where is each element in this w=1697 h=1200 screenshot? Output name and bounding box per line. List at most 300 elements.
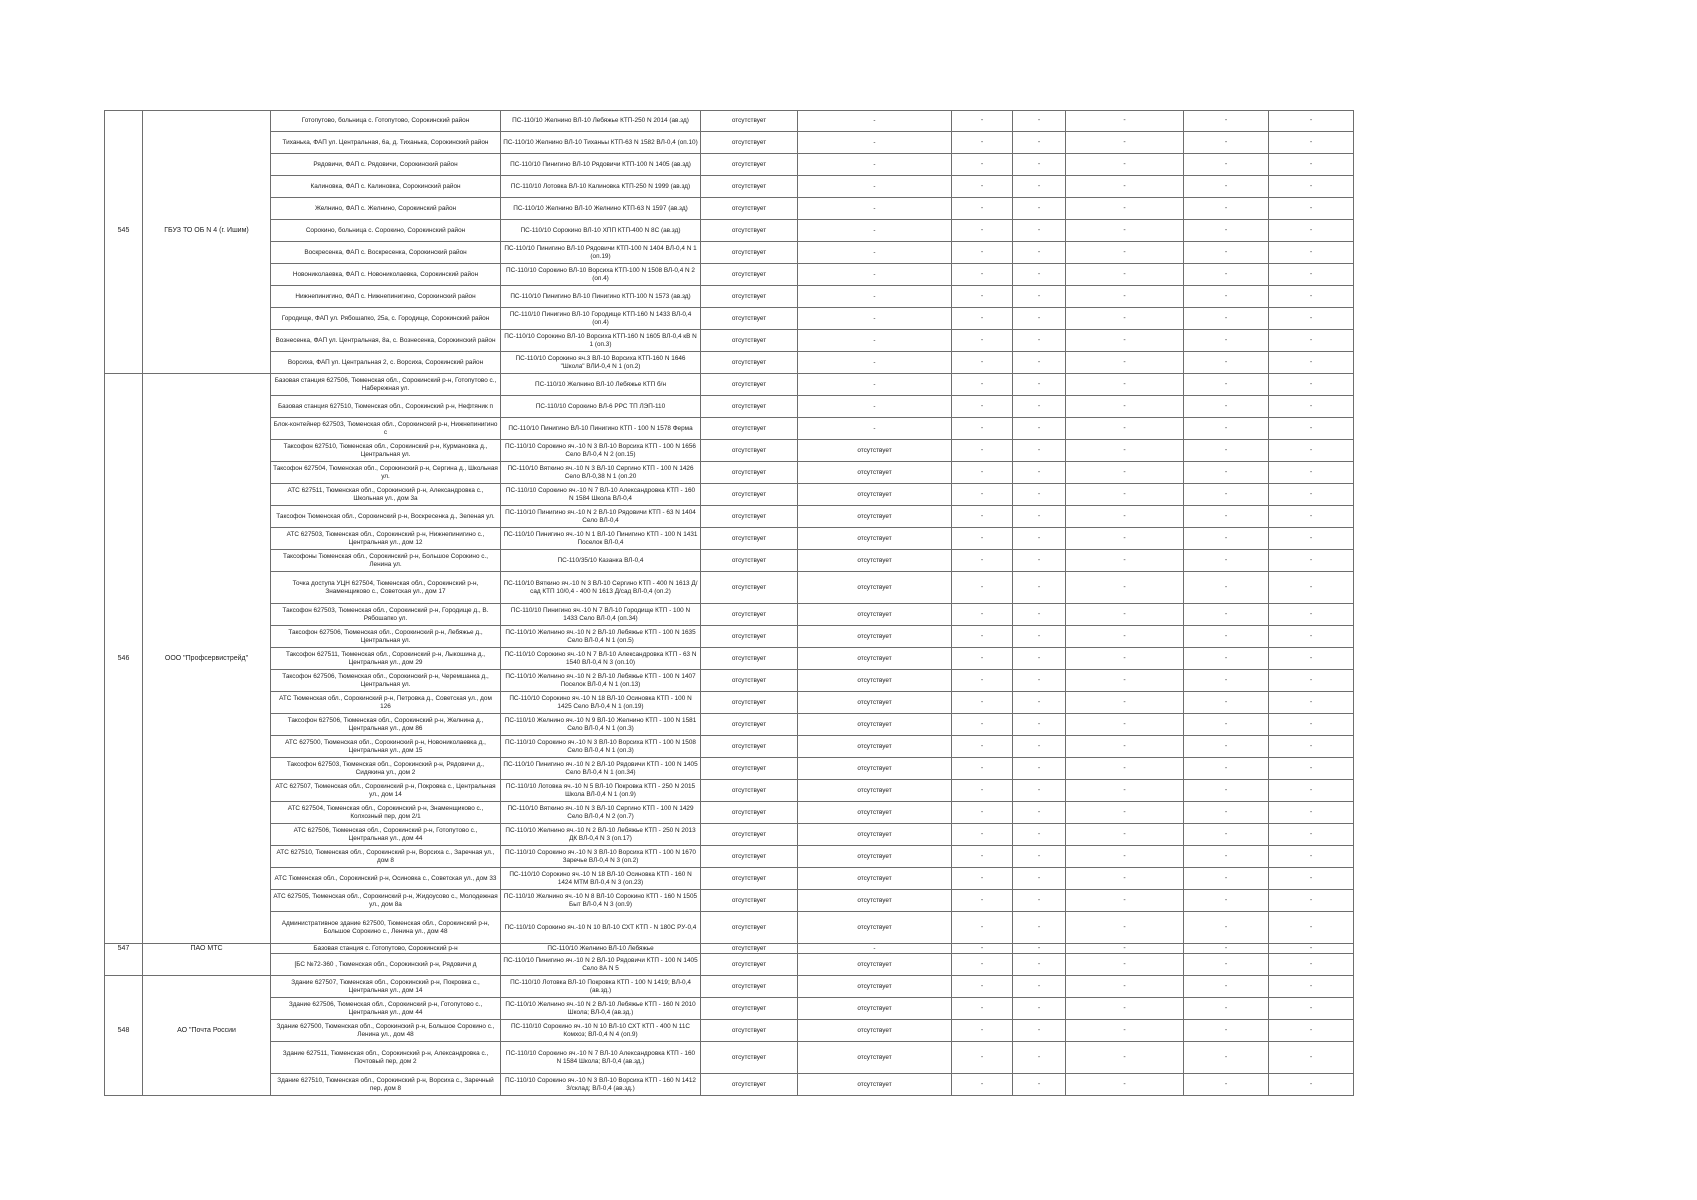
power-line: ПС-110/10 Сорокино яч.-10 N 7 ВЛ-10 Александровка КТП - 63 N 1540 ВЛ-0,4 N 3 (оп.10) bbox=[501, 648, 701, 670]
table-row bbox=[105, 604, 1354, 626]
empty-value-cell: - bbox=[1184, 352, 1269, 374]
group-number bbox=[105, 111, 143, 132]
status-cell: отсутствует bbox=[701, 352, 798, 374]
organization-name bbox=[143, 528, 271, 550]
status-cell-2: отсутствует bbox=[798, 506, 952, 528]
power-line: ПС-110/10 Пинигино ВЛ-10 Рядовичи КТП-100 N 1405 (ав.зд) bbox=[501, 154, 701, 176]
status-cell: отсутствует bbox=[701, 242, 798, 264]
object-address: Таксофон Тюменская обл., Сорокинский р-н, Воскресенка д., Зеленая ул. bbox=[271, 506, 501, 528]
power-line: ПС-110/10 Лотовка ВЛ-10 Калиновка КТП-250 N 1999 (ав.зд) bbox=[501, 176, 701, 198]
empty-value-cell: - bbox=[1269, 242, 1354, 264]
table-row bbox=[105, 802, 1354, 824]
power-line: ПС-110/10 Сорокино яч.3 ВЛ-10 Ворсиха КТП-160 N 1646 "Школа" ВЛИ-0,4 N 1 (оп.2) bbox=[501, 352, 701, 374]
object-address: АТС 627506, Тюменская обл., Сорокинский р-н, Готопутово с., Центральная ул., дом 44 bbox=[271, 824, 501, 846]
organization-name bbox=[143, 396, 271, 418]
empty-value-cell: - bbox=[1066, 418, 1184, 440]
object-address: АТС 627500, Тюменская обл., Сорокинский р-н, Новониколаевка д., Центральная ул., дом 15 bbox=[271, 736, 501, 758]
status-cell: отсутствует bbox=[701, 111, 798, 132]
empty-value-cell: - bbox=[1013, 220, 1066, 242]
table-row bbox=[105, 780, 1354, 802]
empty-value-cell: - bbox=[1184, 572, 1269, 604]
empty-value-cell: - bbox=[1013, 308, 1066, 330]
empty-value-cell: - bbox=[952, 198, 1013, 220]
empty-value-cell: - bbox=[952, 736, 1013, 758]
power-line: ПС-110/10 Желнино яч.-10 N 9 ВЛ-10 Желнино КТП - 100 N 1581 Село ВЛ-0,4 N 1 (оп.3) bbox=[501, 714, 701, 736]
empty-value-cell: - bbox=[1269, 198, 1354, 220]
empty-value-cell: - bbox=[952, 780, 1013, 802]
empty-value-cell: - bbox=[1066, 604, 1184, 626]
empty-value-cell: - bbox=[1013, 912, 1066, 944]
status-cell: отсутствует bbox=[701, 550, 798, 572]
group-number bbox=[105, 692, 143, 714]
empty-value-cell: - bbox=[1269, 308, 1354, 330]
status-cell: отсутствует bbox=[701, 484, 798, 506]
object-address: Таксофон 627511, Тюменская обл., Сорокинский р-н, Лыкошина д., Центральная ул., дом 29 bbox=[271, 648, 501, 670]
power-line: ПС-110/10 Пинигино ВЛ-10 Пинигино КТП-100 N 1573 (ав.зд) bbox=[501, 286, 701, 308]
table-row bbox=[105, 846, 1354, 868]
status-cell: отсутствует bbox=[701, 198, 798, 220]
empty-value-cell: - bbox=[1066, 462, 1184, 484]
power-line: ПС-110/10 Сорокино яч.-10 N 10 ВЛ-10 СХТ КТП - N 180С РУ-0,4 bbox=[501, 912, 701, 944]
organization-name bbox=[143, 954, 271, 976]
empty-value-cell: - bbox=[1066, 528, 1184, 550]
empty-value-cell: - bbox=[1269, 440, 1354, 462]
table-row bbox=[105, 286, 1354, 308]
empty-value-cell: - bbox=[1013, 758, 1066, 780]
empty-value-cell: - bbox=[1013, 648, 1066, 670]
power-line: ПС-110/10 Желнино ВЛ-10 Желнино КТП-63 N 1597 (ав.зд) bbox=[501, 198, 701, 220]
empty-value-cell: - bbox=[952, 506, 1013, 528]
empty-value-cell: - bbox=[1269, 912, 1354, 944]
empty-value-cell: - bbox=[1013, 824, 1066, 846]
empty-value-cell: - bbox=[1269, 802, 1354, 824]
empty-value-cell: - bbox=[1184, 890, 1269, 912]
organization-name bbox=[143, 976, 271, 998]
object-address: Таксофон 627506, Тюменская обл., Сорокинский р-н, Лебяжье д., Центральная ул. bbox=[271, 626, 501, 648]
object-address: Новониколаевка, ФАП с. Новониколаевка, Сорокинский район bbox=[271, 264, 501, 286]
group-number bbox=[105, 506, 143, 528]
empty-value-cell: - bbox=[1013, 111, 1066, 132]
status-cell-2: отсутствует bbox=[798, 780, 952, 802]
power-line: ПС-110/10 Сорокино яч.-10 N 18 ВЛ-10 Осиновка КТП - 100 N 1425 Село ВЛ-0,4 N 1 (оп.19) bbox=[501, 692, 701, 714]
status-cell-2: отсутствует bbox=[798, 670, 952, 692]
object-address: Базовая станция 627510, Тюменская обл., Сорокинский р-н, Нефтяник п bbox=[271, 396, 501, 418]
empty-value-cell: - bbox=[1184, 1042, 1269, 1074]
empty-value-cell: - bbox=[1184, 714, 1269, 736]
status-cell: отсутствует bbox=[701, 286, 798, 308]
status-cell-2: отсутствует bbox=[798, 626, 952, 648]
status-cell-2: - bbox=[798, 352, 952, 374]
empty-value-cell: - bbox=[1066, 714, 1184, 736]
group-number: 548 bbox=[105, 1020, 143, 1042]
status-cell: отсутствует bbox=[701, 176, 798, 198]
empty-value-cell: - bbox=[1184, 242, 1269, 264]
empty-value-cell: - bbox=[1013, 484, 1066, 506]
object-address: Рядовичи, ФАП с. Рядовичи, Сорокинский район bbox=[271, 154, 501, 176]
group-number bbox=[105, 484, 143, 506]
empty-value-cell: - bbox=[952, 528, 1013, 550]
object-address: Административное здание 627500, Тюменская обл., Сорокинский р-н, Большое Сорокино с., Ленина ул., дом 48 bbox=[271, 912, 501, 944]
organization-name bbox=[143, 198, 271, 220]
status-cell: отсутствует bbox=[701, 1042, 798, 1074]
power-line: ПС-110/10 Сорокино ВЛ-10 Ворсиха КТП-160 N 1605 ВЛ-0,4 кВ N 1 (оп.3) bbox=[501, 330, 701, 352]
status-cell: отсутствует bbox=[701, 976, 798, 998]
empty-value-cell: - bbox=[1013, 154, 1066, 176]
status-cell-2: - bbox=[798, 242, 952, 264]
table-row bbox=[105, 198, 1354, 220]
empty-value-cell: - bbox=[1184, 396, 1269, 418]
empty-value-cell: - bbox=[1269, 692, 1354, 714]
status-cell-2: отсутствует bbox=[798, 648, 952, 670]
empty-value-cell: - bbox=[952, 242, 1013, 264]
organization-name bbox=[143, 912, 271, 944]
empty-value-cell: - bbox=[952, 912, 1013, 944]
empty-value-cell: - bbox=[1066, 176, 1184, 198]
empty-value-cell: - bbox=[952, 220, 1013, 242]
power-line: ПС-110/10 Вяткино яч.-10 N 3 ВЛ-10 Сергино КТП - 400 N 1613 Д/сад КТП 10/0,4 - 400 N 1613 Д/сад ВЛ-0,4 (оп.2) bbox=[501, 572, 701, 604]
table-row bbox=[105, 352, 1354, 374]
empty-value-cell: - bbox=[952, 824, 1013, 846]
empty-value-cell: - bbox=[1184, 1020, 1269, 1042]
object-address: Здание 627507, Тюменская обл., Сорокинский р-н, Покровка с., Центральная ул., дом 14 bbox=[271, 976, 501, 998]
empty-value-cell: - bbox=[1013, 286, 1066, 308]
table-row bbox=[105, 242, 1354, 264]
empty-value-cell: - bbox=[952, 670, 1013, 692]
empty-value-cell: - bbox=[1013, 462, 1066, 484]
empty-value-cell: - bbox=[1184, 998, 1269, 1020]
group-number bbox=[105, 242, 143, 264]
empty-value-cell: - bbox=[1066, 308, 1184, 330]
empty-value-cell: - bbox=[1013, 890, 1066, 912]
power-line: ПС-110/10 Пинигино яч.-10 N 2 ВЛ-10 Рядовичи КТП - 63 N 1404 Село ВЛ-0,4 bbox=[501, 506, 701, 528]
organization-name bbox=[143, 286, 271, 308]
organization-name bbox=[143, 1042, 271, 1074]
table-row bbox=[105, 1074, 1354, 1096]
empty-value-cell: - bbox=[952, 944, 1013, 954]
status-cell-2: отсутствует bbox=[798, 802, 952, 824]
table-row bbox=[105, 418, 1354, 440]
status-cell: отсутствует bbox=[701, 572, 798, 604]
group-number bbox=[105, 714, 143, 736]
empty-value-cell: - bbox=[1269, 506, 1354, 528]
table-row bbox=[105, 462, 1354, 484]
group-number bbox=[105, 626, 143, 648]
empty-value-cell: - bbox=[1269, 976, 1354, 998]
empty-value-cell: - bbox=[952, 132, 1013, 154]
empty-value-cell: - bbox=[1184, 440, 1269, 462]
status-cell-2: - bbox=[798, 286, 952, 308]
group-number bbox=[105, 846, 143, 868]
group-number bbox=[105, 176, 143, 198]
table-row bbox=[105, 264, 1354, 286]
status-cell: отсутствует bbox=[701, 154, 798, 176]
object-address: АТС 627503, Тюменская обл., Сорокинский р-н, Нижнепинигино с., Центральная ул., дом 12 bbox=[271, 528, 501, 550]
status-cell-2: - bbox=[798, 111, 952, 132]
status-cell-2: отсутствует bbox=[798, 868, 952, 890]
group-number bbox=[105, 418, 143, 440]
empty-value-cell: - bbox=[1184, 758, 1269, 780]
object-address: АТС Тюменская обл., Сорокинский р-н, Осиновка с., Советская ул., дом 33 bbox=[271, 868, 501, 890]
organization-name bbox=[143, 604, 271, 626]
organization-name bbox=[143, 758, 271, 780]
status-cell: отсутствует bbox=[701, 220, 798, 242]
table-row bbox=[105, 396, 1354, 418]
power-line: ПС-110/10 Желнино яч.-10 N 8 ВЛ-10 Сорокино КТП - 160 N 1505 Быт ВЛ-0,4 N 3 (оп.9) bbox=[501, 890, 701, 912]
table-row bbox=[105, 758, 1354, 780]
organization-name bbox=[143, 154, 271, 176]
power-line: ПС-110/10 Сорокино ВЛ-10 ХПП КТП-400 N 8С (ав.зд) bbox=[501, 220, 701, 242]
object-address: [БС №72-360 , Тюменская обл., Сорокинский р-н, Рядовичи д bbox=[271, 954, 501, 976]
power-line: ПС-110/35/10 Казанка ВЛ-0,4 bbox=[501, 550, 701, 572]
empty-value-cell: - bbox=[952, 111, 1013, 132]
power-line: ПС-110/10 Желнино ВЛ-10 Лебяжье КТП б/н bbox=[501, 374, 701, 396]
empty-value-cell: - bbox=[1013, 374, 1066, 396]
empty-value-cell: - bbox=[1184, 286, 1269, 308]
empty-value-cell: - bbox=[1013, 132, 1066, 154]
empty-value-cell: - bbox=[1013, 954, 1066, 976]
status-cell: отсутствует bbox=[701, 506, 798, 528]
empty-value-cell: - bbox=[1269, 758, 1354, 780]
empty-value-cell: - bbox=[1269, 264, 1354, 286]
power-line: ПС-110/10 Сорокино яч.-10 N 7 ВЛ-10 Александровка КТП - 160 N 1584 Школа ВЛ-0,4 bbox=[501, 484, 701, 506]
group-number bbox=[105, 264, 143, 286]
object-address: Сорокино, больница с. Сорокино, Сорокинский район bbox=[271, 220, 501, 242]
status-cell-2: - bbox=[798, 944, 952, 954]
empty-value-cell: - bbox=[1269, 132, 1354, 154]
empty-value-cell: - bbox=[1013, 626, 1066, 648]
empty-value-cell: - bbox=[1184, 264, 1269, 286]
status-cell: отсутствует bbox=[701, 868, 798, 890]
power-line: ПС-110/10 Сорокино яч.-10 N 3 ВЛ-10 Ворсиха КТП - 100 N 1656 Село ВЛ-0,4 N 2 (оп.15) bbox=[501, 440, 701, 462]
empty-value-cell: - bbox=[1013, 176, 1066, 198]
group-number bbox=[105, 352, 143, 374]
empty-value-cell: - bbox=[1066, 330, 1184, 352]
organization-name bbox=[143, 550, 271, 572]
organization-name bbox=[143, 890, 271, 912]
object-address: Таксофон 627504, Тюменская обл., Сорокинский р-н, Сергина д., Школьная ул. bbox=[271, 462, 501, 484]
table-row bbox=[105, 626, 1354, 648]
empty-value-cell: - bbox=[1013, 692, 1066, 714]
group-number: 545 bbox=[105, 220, 143, 242]
empty-value-cell: - bbox=[1066, 220, 1184, 242]
object-address: АТС 627505, Тюменская обл., Сорокинский р-н, Жидоусово с., Молодежная ул., дом 8а bbox=[271, 890, 501, 912]
empty-value-cell: - bbox=[1066, 1020, 1184, 1042]
empty-value-cell: - bbox=[952, 396, 1013, 418]
empty-value-cell: - bbox=[1269, 736, 1354, 758]
organization-name bbox=[143, 802, 271, 824]
empty-value-cell: - bbox=[1013, 242, 1066, 264]
empty-value-cell: - bbox=[1013, 736, 1066, 758]
status-cell: отсутствует bbox=[701, 604, 798, 626]
empty-value-cell: - bbox=[1013, 1074, 1066, 1096]
organization-name bbox=[143, 692, 271, 714]
empty-value-cell: - bbox=[1184, 1074, 1269, 1096]
empty-value-cell: - bbox=[1184, 626, 1269, 648]
empty-value-cell: - bbox=[952, 418, 1013, 440]
object-address: Здание 627500, Тюменская обл., Сорокинский р-н, Большое Сорокино с., Ленина ул., дом 48 bbox=[271, 1020, 501, 1042]
empty-value-cell: - bbox=[1066, 572, 1184, 604]
empty-value-cell: - bbox=[1066, 506, 1184, 528]
organization-name bbox=[143, 506, 271, 528]
table-row bbox=[105, 998, 1354, 1020]
empty-value-cell: - bbox=[952, 1074, 1013, 1096]
empty-value-cell: - bbox=[1066, 374, 1184, 396]
organization-name bbox=[143, 1074, 271, 1096]
empty-value-cell: - bbox=[952, 440, 1013, 462]
power-line: ПС-110/10 Желнино яч.-10 N 2 ВЛ-10 Лебяжье КТП - 160 N 2010 Школа; ВЛ-0,4 (ав.зд.) bbox=[501, 998, 701, 1020]
table-row bbox=[105, 506, 1354, 528]
empty-value-cell: - bbox=[1013, 330, 1066, 352]
empty-value-cell: - bbox=[952, 714, 1013, 736]
status-cell: отсутствует bbox=[701, 912, 798, 944]
empty-value-cell: - bbox=[1013, 944, 1066, 954]
table-row bbox=[105, 528, 1354, 550]
empty-value-cell: - bbox=[952, 176, 1013, 198]
empty-value-cell: - bbox=[1184, 648, 1269, 670]
empty-value-cell: - bbox=[952, 154, 1013, 176]
empty-value-cell: - bbox=[1269, 670, 1354, 692]
empty-value-cell: - bbox=[1184, 330, 1269, 352]
status-cell-2: отсутствует bbox=[798, 484, 952, 506]
empty-value-cell: - bbox=[1184, 692, 1269, 714]
object-address: АТС 627510, Тюменская обл., Сорокинский р-н, Ворсиха с., Заречная ул., дом 8 bbox=[271, 846, 501, 868]
empty-value-cell: - bbox=[1269, 944, 1354, 954]
empty-value-cell: - bbox=[1184, 868, 1269, 890]
status-cell: отсутствует bbox=[701, 132, 798, 154]
status-cell-2: - bbox=[798, 396, 952, 418]
empty-value-cell: - bbox=[952, 626, 1013, 648]
power-line: ПС-110/10 Желнино ВЛ-10 Лебяжье bbox=[501, 944, 701, 954]
empty-value-cell: - bbox=[952, 758, 1013, 780]
empty-value-cell: - bbox=[1269, 176, 1354, 198]
group-number bbox=[105, 758, 143, 780]
organization-name bbox=[143, 308, 271, 330]
empty-value-cell: - bbox=[1013, 550, 1066, 572]
status-cell-2: - bbox=[798, 330, 952, 352]
organization-name: ГБУЗ ТО ОБ N 4 (г. Ишим) bbox=[143, 220, 271, 242]
power-line: ПС-110/10 Желнино яч.-10 N 2 ВЛ-10 Лебяжье КТП - 250 N 2013 ДК ВЛ-0,4 N 3 (оп.17) bbox=[501, 824, 701, 846]
group-number: 547 bbox=[105, 944, 143, 954]
empty-value-cell: - bbox=[1184, 976, 1269, 998]
empty-value-cell: - bbox=[1184, 462, 1269, 484]
empty-value-cell: - bbox=[952, 330, 1013, 352]
status-cell-2: - bbox=[798, 132, 952, 154]
empty-value-cell: - bbox=[1066, 648, 1184, 670]
empty-value-cell: - bbox=[1269, 626, 1354, 648]
empty-value-cell: - bbox=[1066, 824, 1184, 846]
object-address: АТС 627504, Тюменская обл., Сорокинский р-н, Знаменщиково с., Колхозный пер, дом 2/1 bbox=[271, 802, 501, 824]
empty-value-cell: - bbox=[1066, 550, 1184, 572]
empty-value-cell: - bbox=[1269, 528, 1354, 550]
table-row bbox=[105, 824, 1354, 846]
empty-value-cell: - bbox=[1013, 506, 1066, 528]
empty-value-cell: - bbox=[1066, 998, 1184, 1020]
group-number bbox=[105, 286, 143, 308]
empty-value-cell: - bbox=[1066, 132, 1184, 154]
organization-name bbox=[143, 780, 271, 802]
status-cell-2: - bbox=[798, 418, 952, 440]
status-cell-2: отсутствует bbox=[798, 824, 952, 846]
table-row bbox=[105, 111, 1354, 132]
table-row bbox=[105, 176, 1354, 198]
empty-value-cell: - bbox=[952, 572, 1013, 604]
organization-name: ПАО МТС bbox=[143, 944, 271, 954]
status-cell-2: отсутствует bbox=[798, 572, 952, 604]
status-cell-2: - bbox=[798, 220, 952, 242]
empty-value-cell: - bbox=[1269, 1042, 1354, 1074]
empty-value-cell: - bbox=[1269, 484, 1354, 506]
empty-value-cell: - bbox=[1184, 418, 1269, 440]
object-address: Готопутово, больница с. Готопутово, Сорокинский район bbox=[271, 111, 501, 132]
empty-value-cell: - bbox=[1013, 780, 1066, 802]
empty-value-cell: - bbox=[1184, 132, 1269, 154]
empty-value-cell: - bbox=[952, 846, 1013, 868]
status-cell-2: отсутствует bbox=[798, 976, 952, 998]
table-row bbox=[105, 1020, 1354, 1042]
power-line: ПС-110/10 Вяткино яч.-10 N 3 ВЛ-10 Сергино КТП - 100 N 1429 Село ВЛ-0,4 N 2 (оп.7) bbox=[501, 802, 701, 824]
status-cell-2: отсутствует bbox=[798, 1020, 952, 1042]
table-row bbox=[105, 648, 1354, 670]
status-cell: отсутствует bbox=[701, 648, 798, 670]
empty-value-cell: - bbox=[1066, 944, 1184, 954]
object-address: Точка доступа УЦН 627504, Тюменская обл., Сорокинский р-н, Знаменщиково с., Советская ул., дом 17 bbox=[271, 572, 501, 604]
object-address: Базовая станция 627506, Тюменская обл., Сорокинский р-н, Готопутово с., Набережная ул. bbox=[271, 374, 501, 396]
status-cell-2: отсутствует bbox=[798, 550, 952, 572]
data-table bbox=[104, 110, 1354, 1096]
table-row bbox=[105, 308, 1354, 330]
empty-value-cell: - bbox=[1066, 868, 1184, 890]
object-address: Вознесенка, ФАП ул. Центральная, 8а, с. Вознесенка, Сорокинский район bbox=[271, 330, 501, 352]
empty-value-cell: - bbox=[1013, 1020, 1066, 1042]
status-cell: отсутствует bbox=[701, 440, 798, 462]
object-address: Таксофон 627506, Тюменская обл., Сорокинский р-н, Черемшанка д., Центральная ул. bbox=[271, 670, 501, 692]
status-cell-2: отсутствует bbox=[798, 528, 952, 550]
empty-value-cell: - bbox=[952, 264, 1013, 286]
status-cell: отсутствует bbox=[701, 1074, 798, 1096]
empty-value-cell: - bbox=[1066, 352, 1184, 374]
empty-value-cell: - bbox=[952, 308, 1013, 330]
empty-value-cell: - bbox=[1269, 824, 1354, 846]
power-line: ПС-110/10 Пинигино ВЛ-10 Рядовичи КТП-100 N 1404 ВЛ-0,4 N 1 (оп.19) bbox=[501, 242, 701, 264]
empty-value-cell: - bbox=[952, 286, 1013, 308]
table-row bbox=[105, 692, 1354, 714]
status-cell-2: отсутствует bbox=[798, 1042, 952, 1074]
organization-name bbox=[143, 132, 271, 154]
empty-value-cell: - bbox=[1269, 374, 1354, 396]
empty-value-cell: - bbox=[1269, 604, 1354, 626]
power-line: ПС-110/10 Вяткино яч.-10 N 3 ВЛ-10 Сергино КТП - 100 N 1426 Село ВЛ-0,38 N 1 (оп.20 bbox=[501, 462, 701, 484]
group-number bbox=[105, 670, 143, 692]
power-line: ПС-110/10 Сорокино яч.-10 N 3 ВЛ-10 Ворсиха КТП - 160 N 1412 3/склад; ВЛ-0,4 (ав.зд.) bbox=[501, 1074, 701, 1096]
empty-value-cell: - bbox=[1184, 220, 1269, 242]
empty-value-cell: - bbox=[1184, 846, 1269, 868]
empty-value-cell: - bbox=[1269, 1020, 1354, 1042]
empty-value-cell: - bbox=[1269, 418, 1354, 440]
power-line: ПС-110/10 Сорокино яч.-10 N 18 ВЛ-10 Осиновка КТП - 160 N 1424 МТМ ВЛ-0,4 N 3 (оп.23) bbox=[501, 868, 701, 890]
power-line: ПС-110/10 Лотовка ВЛ-10 Покровка КТП - 100 N 1419; ВЛ-0,4 (ав.зд.) bbox=[501, 976, 701, 998]
power-line: ПС-110/10 Желнино яч.-10 N 2 ВЛ-10 Лебяжье КТП - 100 N 1635 Село ВЛ-0,4 N 1 (оп.5) bbox=[501, 626, 701, 648]
table-row bbox=[105, 954, 1354, 976]
empty-value-cell: - bbox=[1013, 604, 1066, 626]
empty-value-cell: - bbox=[1013, 264, 1066, 286]
status-cell-2: отсутствует bbox=[798, 954, 952, 976]
table-row bbox=[105, 714, 1354, 736]
power-line: ПС-110/10 Сорокино ВЛ-6 РРС ТП ЛЭП-110 bbox=[501, 396, 701, 418]
organization-name bbox=[143, 352, 271, 374]
empty-value-cell: - bbox=[1013, 802, 1066, 824]
table-row bbox=[105, 944, 1354, 954]
empty-value-cell: - bbox=[1184, 176, 1269, 198]
